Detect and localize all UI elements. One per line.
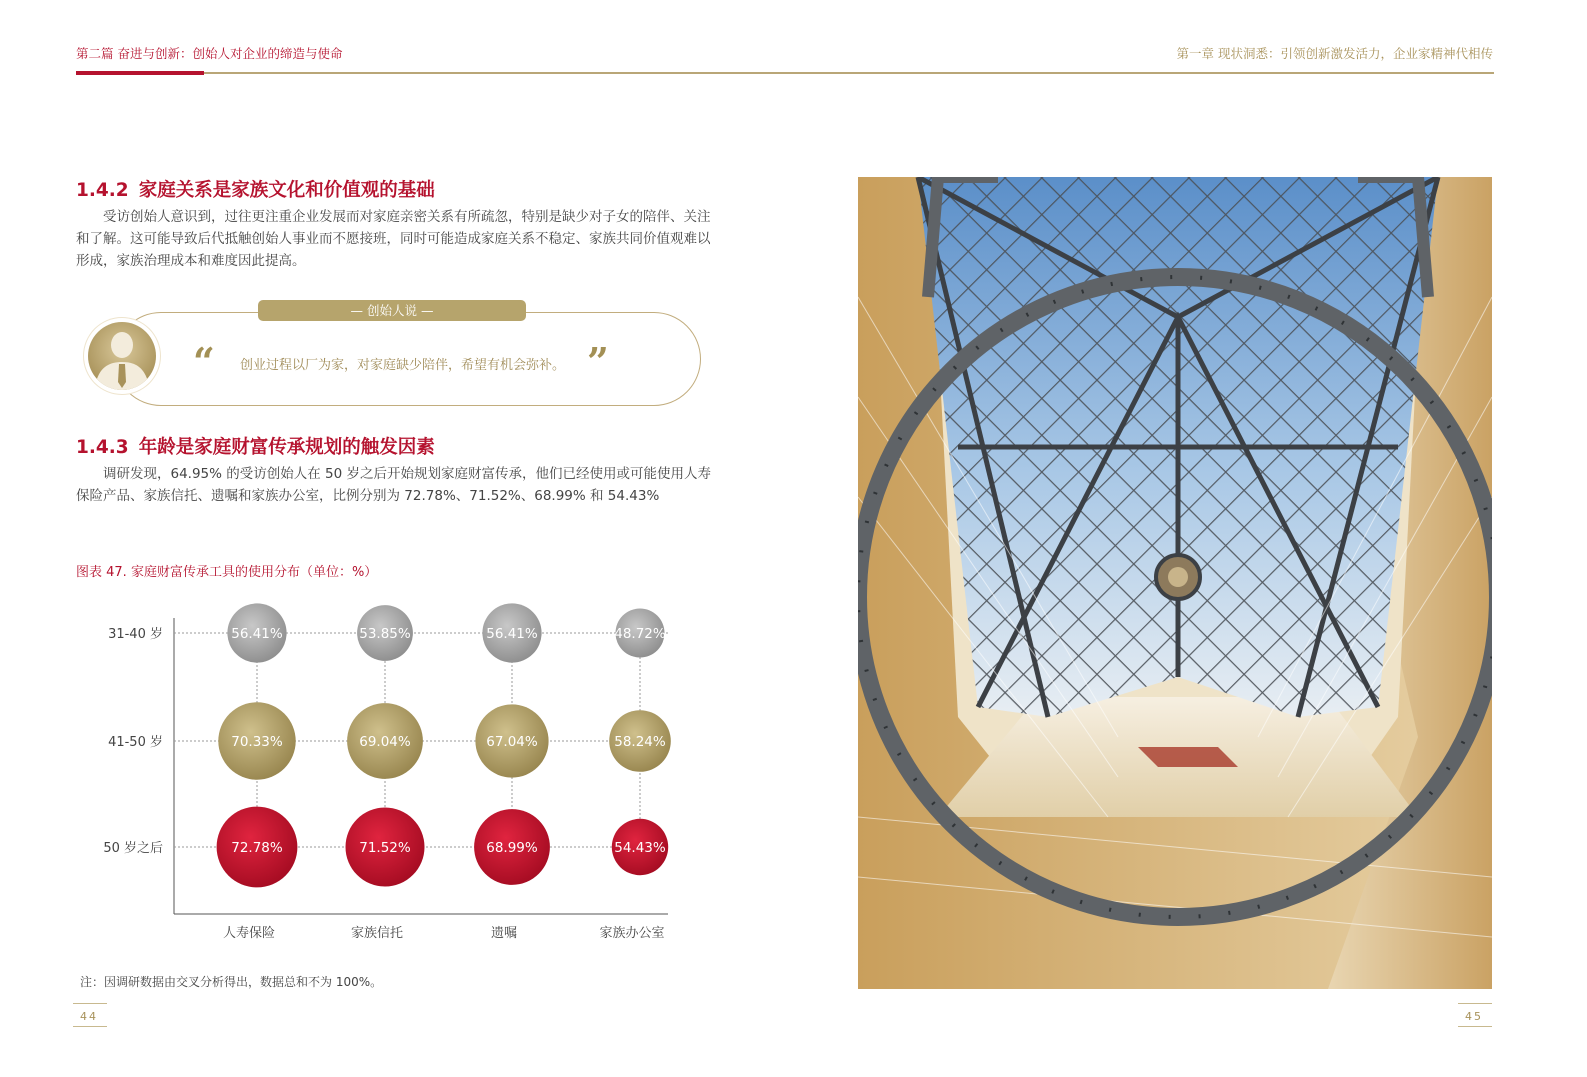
bubble-data-label: 72.78% xyxy=(231,840,283,856)
section-number: 1.4.2 xyxy=(76,180,129,201)
header-right-title: 第一章 现状洞悉：引领创新激发活力，企业家精神代相传 xyxy=(1176,46,1493,61)
section-title: 家庭关系是家族文化和价值观的基础 xyxy=(138,180,435,201)
page-number-rule xyxy=(73,1026,107,1027)
bubble-data-label: 56.41% xyxy=(231,626,283,642)
page-number-right: 45 xyxy=(1465,1010,1483,1023)
section-1-4-3-paragraph: 调研发现，64.95% 的受访创始人在 50 岁之后开始规划家庭财富传承，他们已经使用或可能使用人寿保险产品、家族信托、遗嘱和家族办公室，比例分别为 72.78%、71.52%、68.99% 和 54.43% xyxy=(76,466,712,504)
y-tick-label: 41-50 岁 xyxy=(108,735,163,750)
header-left-title: 第二篇 奋进与创新：创始人对企业的缔造与使命 xyxy=(76,46,343,61)
bubble-data-label: 53.85% xyxy=(359,626,411,642)
bubble-data-label: 58.24% xyxy=(614,734,666,750)
chart-footnote: 注：因调研数据由交叉分析得出，数据总和不为 100%。 xyxy=(80,975,383,989)
bubble-data-label: 56.41% xyxy=(486,626,538,642)
skylight-image xyxy=(858,177,1492,989)
x-tick-label: 人寿保险 xyxy=(222,926,276,941)
bubble-chart xyxy=(0,0,760,1077)
bubble-data-label: 69.04% xyxy=(359,734,411,750)
quote-text: 创业过程以厂为家，对家庭缺少陪伴，希望有机会弥补。 xyxy=(240,358,566,373)
x-tick-label: 家族办公室 xyxy=(599,926,665,941)
bubble-data-label: 48.72% xyxy=(614,626,666,642)
section-number: 1.4.3 xyxy=(76,437,129,458)
bubble-data-label: 70.33% xyxy=(231,734,283,750)
x-tick-label: 家族信托 xyxy=(350,926,404,941)
open-quote-icon: “ xyxy=(193,339,215,384)
page-number-left: 44 xyxy=(80,1010,98,1023)
y-tick-label: 31-40 岁 xyxy=(108,627,163,642)
page-number-rule xyxy=(1458,1026,1492,1027)
skylight-atrium-photo xyxy=(858,177,1492,989)
y-tick-label: 50 岁之后 xyxy=(103,841,163,856)
page-number-rule xyxy=(73,1003,107,1004)
x-tick-label: 遗嘱 xyxy=(490,926,518,941)
bubble-data-label: 67.04% xyxy=(486,734,538,750)
bubble-data-label: 71.52% xyxy=(359,840,411,856)
page-number-rule xyxy=(1458,1003,1492,1004)
close-quote-icon: ” xyxy=(587,339,609,384)
bubble-data-label: 68.99% xyxy=(486,840,538,856)
quote-tab-label: — 创始人说 — xyxy=(258,300,526,321)
chart-title: 图表 47. 家庭财富传承工具的使用分布（单位：%） xyxy=(76,565,378,580)
section-1-4-2-paragraph: 受访创始人意识到，过往更注重企业发展而对家庭亲密关系有所疏忽，特别是缺少对子女的陪伴、关注和了解。这可能导致后代抵触创始人事业而不愿接班，同时可能造成家庭关系不稳定、家族共同价值观难以形成，家族治理成本和难度因此提高。 xyxy=(76,209,711,269)
section-title: 年龄是家庭财富传承规划的触发因素 xyxy=(138,437,435,458)
bubble-data-label: 54.43% xyxy=(614,840,666,856)
